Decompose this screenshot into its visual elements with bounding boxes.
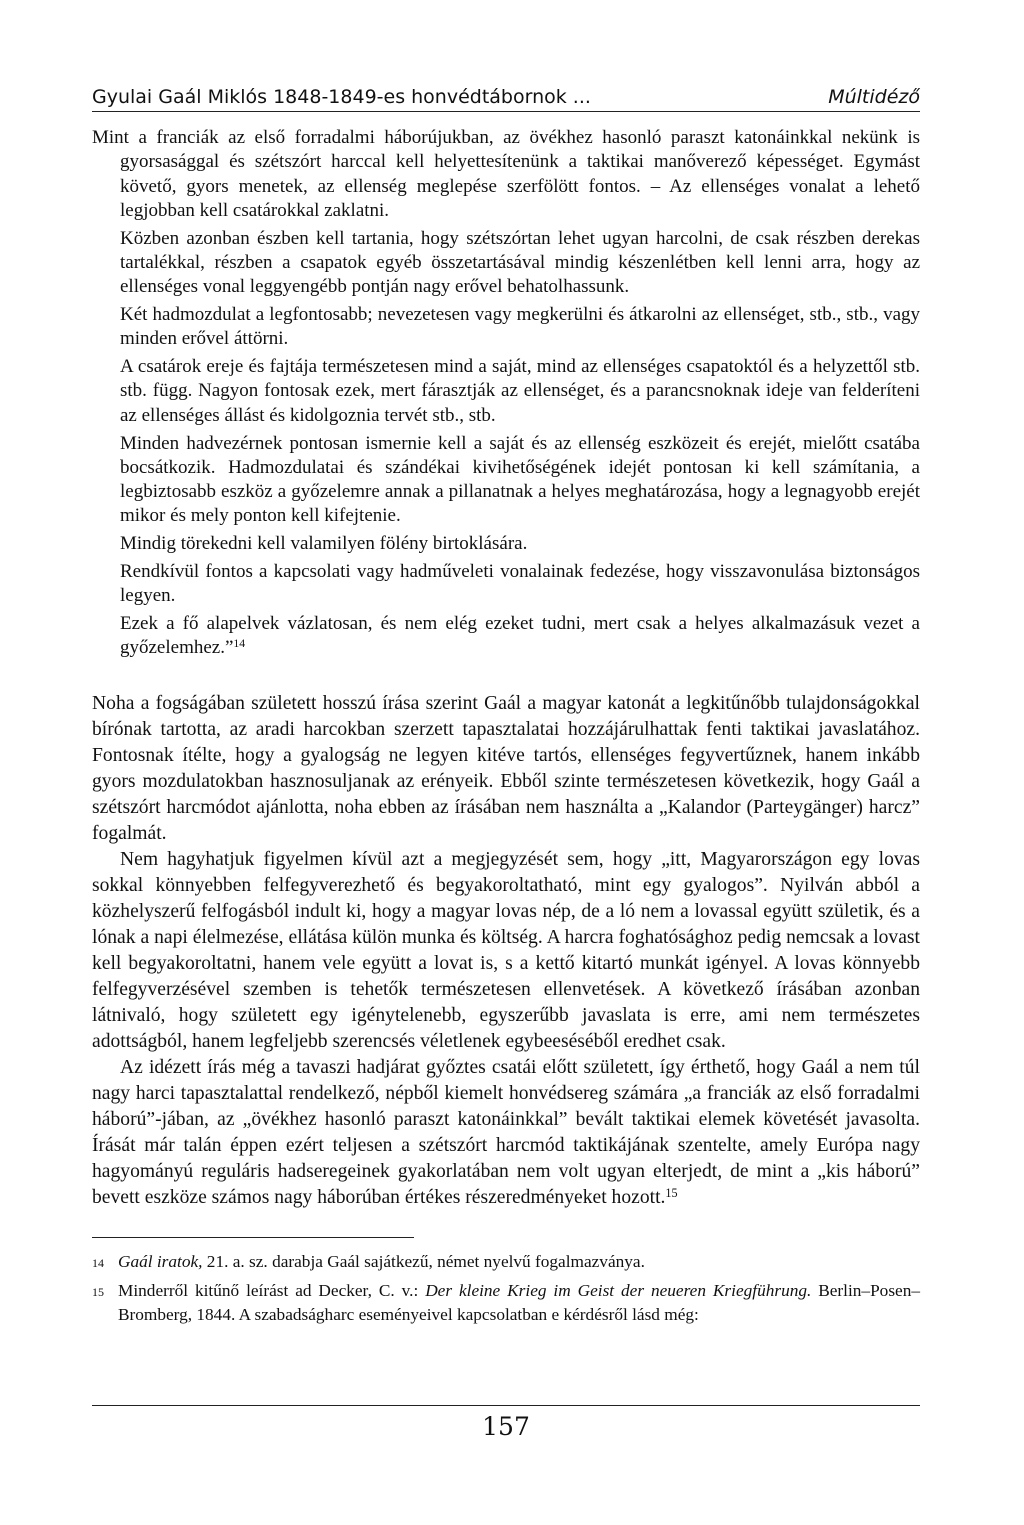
- quote-paragraph: Mindig törekedni kell valamilyen fölény birtoklására.: [120, 533, 528, 555]
- footnote-italic: Gaál iratok,: [118, 1251, 203, 1271]
- quote-paragraph: Rendkívül fontos a kapcsolati vagy hadműveleti vonalainak fedezése, hogy visszavonulása biztonságos legyen.: [120, 561, 920, 607]
- quote-paragraph: Mint a franciák az első forradalmi háborújukban, az övékhez hasonló paraszt katonáinkkal nekünk is gyorsasággal és szétszórt harccal kell helyettesítenünk a taktikai manőverező képességet. Egymást követő, gyors menetek, az ellenség meglepése szerfölött fontos. – Az ellenséges vonalat a lehető legjobban kell csatárokkal zaklatni.: [92, 127, 920, 221]
- block-quote: [92, 126, 920, 661]
- body-text-span: Az idézett írás még a tavaszi hadjárat győztes csatái előtt született, így érthető, hogy Gaál a nem túl nagy harci tapasztalattal rendelkező, népből kiemelt honvédsereg számára „a franciák az első forradalmi háború”-jában, az „övékhez hasonló paraszt katonáinkkal” bevált taktikai elemek követését javasolta. Írását már talán éppen ezért teljesen a szétszórt harcmód taktikájának szentelte, amely Európa nagy hagyományú reguláris hadseregeinek gyakorlatában nem volt ugyan elterjedt, de mint a „kis háború” bevett eszköze számos nagy háborúban értékes részeredményeket hozott.: [92, 1056, 920, 1208]
- page-content: [92, 86, 920, 1331]
- footnote-text: [118, 1250, 920, 1275]
- body-paragraph: Noha a fogságában született hosszú írása szerint Gaál a magyar katonát a legkitűnőbb tulajdonságokkal bírónak tartotta, az aradi harcokban szerzett tapasztalatai hozzájárulhattak fenti taktikai javaslatához. Fontosnak ítélte, hogy a gyalogság ne legyen kitéve tartós, ellenséges fegyvertűznek, hanem inkább gyors mozdulatokban hasznosuljanak az erényeik. Ebből szinte természetesen következik, hogy Gaál a szétszórt harcmódot ajánlotta, noha ebben az írásában nem használta a „Kalandor (Parteygänger) harcz” fogalmát.: [92, 692, 920, 844]
- quote-paragraph: Közben azonban észben kell tartania, hogy szétszórtan lehet ugyan harcolni, de csak részben derekas tartalékkal, részben a csapatok egyéb összetartásával mindig készenlétben kell lenni arra, hogy az ellenséges vonal leggyengébb pontján nagy erővel behatolhassunk.: [120, 227, 920, 298]
- running-head-title: Gyulai Gaál Miklós 1848-1849-es honvédtábornok ...: [92, 86, 591, 108]
- quote-text: Ezek a fő alapelvek vázlatosan, és nem elég ezeket tudni, mert csak a helyes alkalmazásuk vezet a győzelemhez.”: [120, 613, 920, 659]
- running-head: [92, 86, 920, 112]
- running-head-section: Múltidéző: [828, 86, 920, 108]
- body-text: [92, 691, 920, 1211]
- footnote-rest: 21. a. sz. darabja Gaál sajátkezű, német nyelvű fogalmazványa.: [202, 1251, 645, 1271]
- footnotes: [92, 1250, 920, 1327]
- footnote-15: [92, 1279, 920, 1327]
- footnote-italic: Der kleine Krieg im Geist der neueren Kriegführung.: [425, 1280, 812, 1300]
- body-paragraph: Nem hagyhatjuk figyelmen kívül azt a megjegyzését sem, hogy „itt, Magyarországon egy lovas sokkal könnyebben felfegyverezhető és begyakoroltatható, mint egy gyalogos”. Nyilván abból a közhelyszerű felfogásból indult ki, hogy a magyar lovas nép, de a ló nem a lovassal együtt születik, és a lónak a napi élelmezése, ellátása külön munka és költség. A harcra foghatósághoz pedig nemcsak a lovast kell begyakoroltatni, hanem vele együtt a lovat is, s a kettő kitartó munkát igényel. A lovas könnyebb felfegyverzésével szemben is tehetők természetesen ellenvetések. A következő írásában azonban látnivaló, hogy született egy igénytelenebb, egyszerűbb javaslata is erre, ami nem természetes adottságból, hanem legfeljebb szerencsés véletlenek egybeeséséből eredhet csak.: [92, 848, 920, 1052]
- footnote-number: 15: [92, 1284, 104, 1299]
- footnote-number: 14: [92, 1255, 104, 1270]
- quote-paragraph: Minden hadvezérnek pontosan ismernie kell a saját és az ellenség eszközeit és erejét, mielőtt csatába bocsátkozik. Hadmozdulatai és szándékai kivihetőségének idejét pontosan ki kell számítania, a legbiztosabb eszköz a győzelemre annak a pillanatnak a helyes meghatározása, hogy a legnagyobb erejét mikor és mely ponton kell kifejtenie.: [120, 432, 920, 527]
- quote-paragraph: A csatárok ereje és fajtája természetesen mind a saját, mind az ellenséges csapatoktól és a helyzettől stb. stb. függ. Nagyon fontosak ezek, mert fárasztják az ellenséget, és a parancsnoknak ideje van felderíteni az ellenséges állást és kidolgoznia tervét stb., stb.: [120, 356, 920, 426]
- page-footer: [92, 1405, 920, 1441]
- footnote-ref-14[interactable]: 14: [233, 637, 246, 651]
- footnote-divider: [92, 1237, 414, 1238]
- body-paragraph-last: [92, 1055, 920, 1211]
- footnote-rest: Berlin–Posen–Bromberg, 1844. A szabadságharc eseményeivel kapcsolatban e kérdésről lásd még:: [118, 1280, 920, 1324]
- quote-paragraph-last: [120, 612, 920, 661]
- footnote-text: [118, 1279, 920, 1327]
- footnote-pre: Minderről kitűnő leírást ad Decker, C. v.:: [118, 1280, 426, 1300]
- footnote-ref-15[interactable]: 15: [665, 1185, 678, 1200]
- quote-paragraph: Két hadmozdulat a legfontosabb; nevezetesen vagy megkerülni és átkarolni az ellenséget, stb., stb., vagy minden erővel áttörni.: [120, 304, 920, 350]
- page-number: 157: [482, 1412, 530, 1441]
- footnote-14: [92, 1250, 920, 1275]
